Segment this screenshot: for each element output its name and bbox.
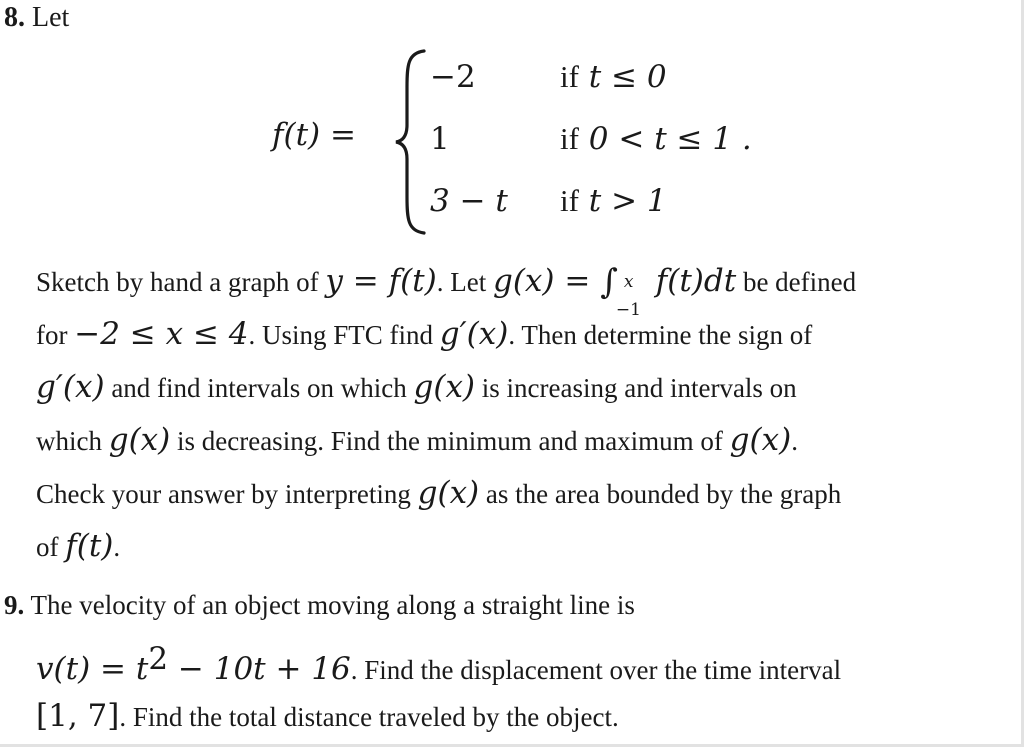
problem-9-body (36, 636, 1021, 740)
case-1-condition (560, 59, 667, 95)
case-2-value: 1 (430, 121, 450, 157)
text-run: is decreasing. Find the minimum and maximum of (170, 426, 730, 456)
text-run: . (791, 426, 798, 456)
text-run: . Find the total distance traveled by the object. (119, 702, 619, 732)
case-3-if: if (560, 183, 579, 218)
math-expr: f(t)dt (645, 263, 737, 299)
math-expr: g(x) (413, 369, 476, 405)
text-run: . Find the displacement over the time interval (350, 655, 842, 685)
case-1-value: −2 (430, 59, 476, 95)
text-run: . Then determine the sign of (508, 320, 813, 350)
problem-9-heading (4, 590, 635, 621)
math-expr: g(x) (729, 422, 792, 458)
problem-8-body (36, 254, 1021, 573)
text-run: of (36, 532, 66, 562)
case-3-condition (560, 183, 667, 219)
case-2-cond-expr: 0 < t ≤ 1 . (588, 121, 752, 157)
math-expr: f(t) (65, 528, 114, 564)
math-expr: g(x) (108, 422, 171, 458)
problem-number: 9. (4, 590, 25, 620)
problem-8-heading (4, 2, 69, 34)
case-3-value: 3 − t (430, 183, 508, 219)
text-run: is increasing and intervals on (475, 373, 797, 403)
case-2-if: if (560, 121, 579, 156)
integral-sign: ∫ (600, 262, 618, 302)
problem-number: 8. (4, 2, 25, 33)
text-run: be defined (736, 267, 857, 297)
piecewise-lhs: f(t) = (272, 117, 356, 153)
problem-9-intro: The velocity of an object moving along a straight line is (24, 590, 635, 620)
text-run: for (36, 320, 75, 350)
integral-lower-limit: −1 (615, 299, 641, 320)
left-brace (394, 47, 428, 237)
text-run: which (36, 426, 109, 456)
text-run: . Let (436, 267, 493, 297)
math-exponent: 2 (148, 641, 169, 677)
text-run: as the area bounded by the graph (479, 479, 842, 509)
math-expr: − 10t + 16 (168, 651, 351, 687)
text-run: Check your answer by interpreting (36, 479, 418, 509)
math-interval: [1, 7] (36, 698, 120, 734)
problem-intro: Let (32, 2, 70, 33)
math-expr: y = f(t) (325, 263, 437, 299)
piecewise-function (272, 45, 792, 240)
integral-limits (615, 270, 646, 320)
text-run: Sketch by hand a graph of (36, 267, 326, 297)
case-2-condition (560, 121, 752, 157)
case-3-cond-expr: t > 1 (588, 183, 667, 219)
math-expr: g(x) = (492, 263, 601, 299)
integral-upper-limit: x (623, 271, 634, 292)
math-expr: g(x) (417, 475, 480, 511)
text-run: and find intervals on which (104, 373, 414, 403)
text-run: . (113, 532, 121, 562)
math-expr: g′(x) (439, 316, 509, 352)
math-expr: −2 ≤ x ≤ 4 (74, 316, 249, 352)
math-expr: g′(x) (36, 369, 105, 405)
text-run: . Using FTC find (248, 320, 440, 350)
case-1-if: if (560, 59, 579, 94)
math-expr: v(t) = t (36, 651, 149, 687)
case-1-cond-expr: t ≤ 0 (588, 59, 667, 95)
